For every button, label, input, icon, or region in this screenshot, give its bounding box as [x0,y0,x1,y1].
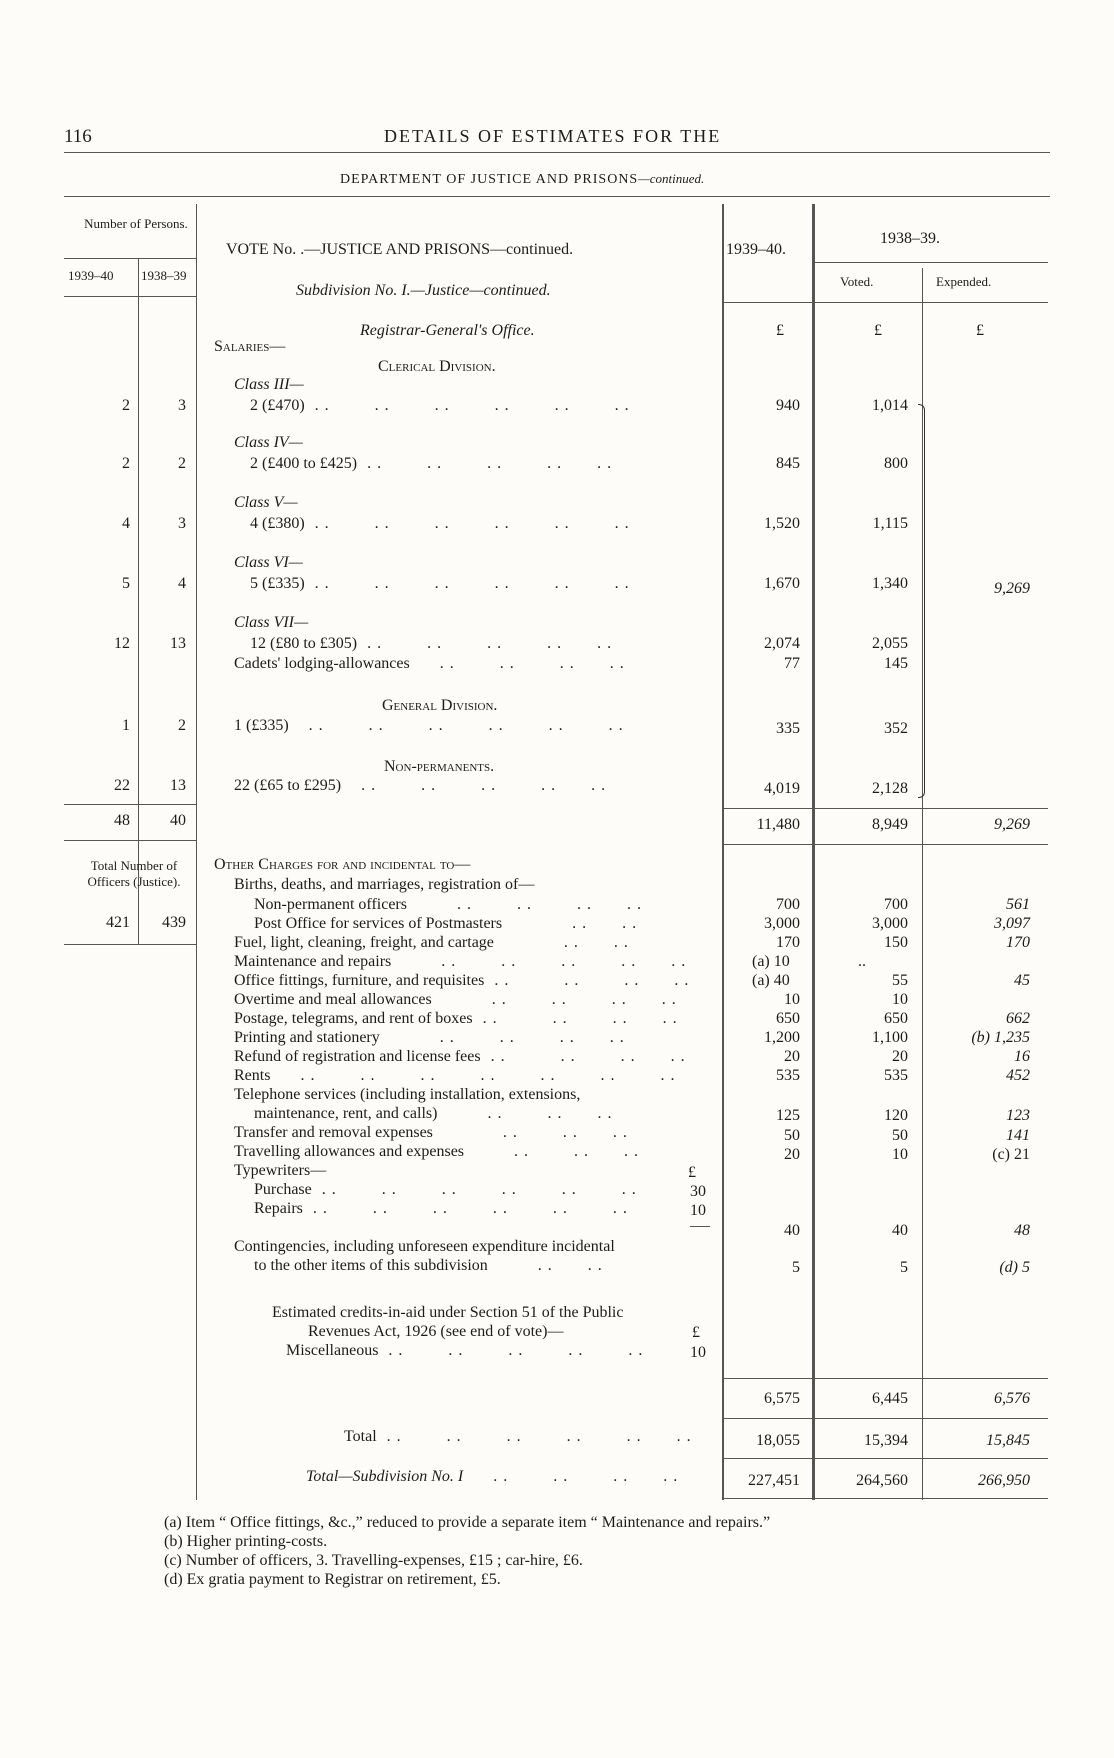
non-permanents-label: Non-permanents. [384,758,495,775]
persons-year-divider [138,258,139,944]
row-label-text: Postage, telegrams, and rent of boxes [234,1010,473,1027]
row-label-text: Travelling allowances and expenses [234,1143,465,1160]
misc-label: Miscellaneous .. .. .. .. .. [286,1342,649,1359]
contingencies-line-2: to the other items of this subdivision .. .. [254,1257,608,1274]
births-label: Births, deaths, and marriages, registration of— [234,876,535,893]
amount-voted: 145 [884,655,908,672]
total-expended: 15,845 [986,1432,1030,1449]
row-label: Rents .. .. .. .. .. .. .. [234,1067,681,1084]
other-charges-label: Other Charges for and incidental to— [214,856,471,873]
row-label: Refund of registration and license fees .. .. .. .. [234,1048,691,1065]
persons-1938: 2 [178,717,186,734]
persons-1938: 3 [178,397,186,414]
amount-expended: (b) 1,235 [971,1029,1030,1046]
amount-expended: 662 [1006,1010,1030,1027]
amount-voted: 50 [892,1127,908,1144]
amount-total-rule-2 [722,844,1048,845]
row-label: 12 (£80 to £305) .. .. .. .. .. [250,635,618,652]
row-label-text: Cadets' lodging-allowances [234,655,410,672]
purchase-amount: 30 [690,1183,706,1200]
amount-expended: 170 [1006,934,1030,951]
amount-voted: 535 [884,1067,908,1084]
page-number: 116 [64,126,92,147]
footnote-c: (c) Number of officers, 3. Travelling-expenses, £15 ; car-hire, £6. [164,1552,583,1569]
class-label: Class III— [234,376,304,393]
amount-1939: (a) 10 [752,953,790,970]
persons-1938: 2 [178,455,186,472]
credits-line-1: Estimated credits-in-aid under Section 51 of the Public [272,1304,624,1321]
amount-head-rule [722,302,1048,303]
row-label: Overtime and meal allowances .. .. .. .. [234,991,682,1008]
amount-voted: 1,014 [872,397,908,414]
row-label-text: Post Office for services of Postmasters [254,915,503,932]
amount-1939: 3,000 [764,915,800,932]
class-label: Class VII— [234,614,309,631]
department-subtitle [340,171,704,188]
row-label: Non-permanent officers .. .. .. .. [254,896,647,913]
credits-currency: £ [692,1324,700,1341]
persons-1939: 5 [122,575,130,592]
row-label-text: Non-permanent officers [254,896,407,913]
row-label-text: 22 (£65 to £295) [234,777,342,794]
amount-voted: 1,100 [872,1029,908,1046]
row-label: 2 (£470) .. .. .. .. .. .. [250,397,635,414]
class-label: Class VI— [234,554,303,571]
persons-1938: 13 [170,777,186,794]
amount-1939: 700 [776,896,800,913]
salaries-brace [918,404,925,798]
total-1939: 18,055 [756,1432,800,1449]
amount-voted: 2,055 [872,635,908,652]
other-total-voted: 6,445 [872,1390,908,1407]
row-label: Travelling allowances and expenses .. .. .. [234,1143,645,1160]
amount-1939: 77 [784,655,800,672]
repairs-amount: 10 [690,1202,706,1219]
row-label-text: Maintenance and repairs [234,953,392,970]
amount-voted: 352 [884,720,908,737]
total-subdivision-voted: 264,560 [856,1472,908,1489]
row-label: 4 (£380) .. .. .. .. .. .. [250,515,635,532]
currency-voted: £ [874,322,882,339]
persons-1938: 13 [170,635,186,652]
persons-1938: 4 [178,575,186,592]
row-label: Printing and stationery .. .. .. .. [234,1029,630,1046]
row-label-text: Office fittings, furniture, and requisites [234,972,485,989]
amount-1939: (a) 40 [752,972,790,989]
other-total-1939: 6,575 [764,1390,800,1407]
amount-1939: 4,019 [764,780,800,797]
amount-1939: 170 [776,934,800,951]
persons-vote-divider [196,204,197,1500]
persons-total-rule [64,804,196,805]
footnote-b: (b) Higher printing-costs. [164,1533,328,1550]
purchase-label: Purchase .. .. .. .. .. .. [254,1181,642,1198]
row-label: Telephone services (including installation, extensions, [234,1086,581,1103]
amount-voted: 3,000 [872,915,908,932]
row-label: Maintenance and repairs .. .. .. .. .. [234,953,692,970]
amount-voted: 10 [892,1146,908,1163]
persons-1939: 1 [122,717,130,734]
typewriters-1939: 40 [784,1222,800,1239]
total-subdivision-1939: 227,451 [748,1472,800,1489]
misc-text: Miscellaneous [286,1342,379,1359]
amount-expended: 123 [1006,1107,1030,1124]
persons-head-rule [64,258,196,259]
amount-1939: 650 [776,1010,800,1027]
clerical-division: Clerical Division. [378,358,496,375]
repairs-label: Repairs .. .. .. .. .. .. [254,1200,633,1217]
amount-expended: 45 [1014,972,1030,989]
col-1939-header: 1939–40. [726,241,786,258]
officers-total-label: Total Number of Officers (Justice). [87,858,181,889]
amount-1939: 535 [776,1067,800,1084]
typewriters-expended: 48 [1014,1222,1030,1239]
row-label-text: 1 (£335) [234,717,289,734]
total-voted: 15,394 [864,1432,908,1449]
total-subdivision-expended: 266,950 [978,1472,1030,1489]
salaries-expended: 9,269 [994,580,1030,597]
amount-expended: 141 [1006,1127,1030,1144]
row-label: 22 (£65 to £295) .. .. .. .. .. [234,777,612,794]
amount-1939: 10 [784,991,800,1008]
row-label: Cadets' lodging-allowances .. .. .. .. [234,655,630,672]
misc-amount: 10 [690,1344,706,1361]
row-label: Fuel, light, cleaning, freight, and cartage .. .. [234,934,634,951]
row-label-cont: maintenance, rent, and calls) .. .. .. [254,1105,618,1122]
persons-1939: 4 [122,515,130,532]
amount-voted: 650 [884,1010,908,1027]
subdivision-title: Subdivision No. I.—Justice—continued. [296,282,551,299]
row-label-text: Fuel, light, cleaning, freight, and cartage [234,934,494,951]
amount-voted: 700 [884,896,908,913]
amount-1939: 125 [776,1107,800,1124]
year-head-rule [812,262,1048,263]
subtitle-rule [64,196,1050,197]
amount-1939: 50 [784,1127,800,1144]
persons-year-1938: 1938–39 [141,268,187,283]
col-1938-header: 1938–39. [880,230,940,247]
amount-1939: 2,074 [764,635,800,652]
amount-voted: 10 [892,991,908,1008]
total-label: Total .. .. .. .. .. .. [344,1428,697,1445]
salary-total-1939: 11,480 [756,816,800,833]
contingencies-1939: 5 [792,1259,800,1276]
row-label-text: Printing and stationery [234,1029,380,1046]
officers-total-rule [64,944,196,945]
officers-total-1938: 439 [162,914,186,931]
amount-1939: 20 [784,1146,800,1163]
typewriters-sum-rule [690,1226,710,1227]
persons-total-1938: 40 [170,812,186,829]
total-subdivision-label: Total—Subdivision No. I .. .. .. .. [306,1468,684,1485]
row-label: Transfer and removal expenses .. .. .. [234,1124,633,1141]
amount-voted: .. [858,953,866,970]
amount-voted: 2,128 [872,780,908,797]
amount-1939: 845 [776,455,800,472]
voted-header: Voted. [840,274,874,289]
amount-expended: 16 [1014,1048,1030,1065]
row-label-text: 5 (£335) [250,575,305,592]
amount-1939: 1,670 [764,575,800,592]
vote-title: VOTE No. .—JUSTICE AND PRISONS—continued. [226,241,574,258]
amount-expended: 3,097 [994,915,1030,932]
salary-total-voted: 8,949 [872,816,908,833]
typewriters-label: Typewriters— [234,1162,327,1179]
total-text: Total [344,1428,377,1445]
page-title: DETAILS OF ESTIMATES FOR THE [384,126,722,146]
contingencies-voted: 5 [900,1259,908,1276]
persons-total-1939: 48 [114,812,130,829]
row-label-text: 4 (£380) [250,515,305,532]
row-label: 1 (£335) .. .. .. .. .. .. [234,717,629,734]
persons-total-rule-2 [64,840,196,841]
amount-voted: 20 [892,1048,908,1065]
purchase-text: Purchase [254,1181,312,1198]
repairs-text: Repairs [254,1200,303,1217]
persons-1939: 2 [122,455,130,472]
currency-expended: £ [976,322,984,339]
salary-total-expended: 9,269 [994,816,1030,833]
row-label-text: 2 (£400 to £425) [250,455,358,472]
amount-expended: (c) 21 [992,1146,1030,1163]
row-label-text: Refund of registration and license fees [234,1048,481,1065]
persons-1938: 3 [178,515,186,532]
other-total-rule-2 [722,1418,1048,1419]
credits-line-2: Revenues Act, 1926 (see end of vote)— [308,1323,564,1340]
row-label: Post Office for services of Postmasters .. .. [254,915,643,932]
amount-1939: 20 [784,1048,800,1065]
row-label-text: Overtime and meal allowances [234,991,432,1008]
contingencies-expended: (d) 5 [999,1259,1030,1276]
persons-title: Number of Persons. [84,216,188,231]
row-label-text: Rents [234,1067,271,1084]
persons-year-1939: 1939–40 [68,268,114,283]
persons-head-rule-2 [64,296,196,297]
contingencies-text: to the other items of this subdivision [254,1257,488,1274]
salaries-label: Salaries— [214,338,286,355]
persons-1939: 22 [114,777,130,794]
expended-header: Expended. [936,274,992,289]
section-title: Registrar-General's Office. [360,322,535,339]
typewriters-currency: £ [688,1164,696,1181]
row-label-text: 12 (£80 to £305) [250,635,358,652]
other-total-expended: 6,576 [994,1390,1030,1407]
amount-voted: 120 [884,1107,908,1124]
row-label-text: maintenance, rent, and calls) [254,1105,438,1122]
header-rule [64,152,1050,153]
general-division: General Division. [382,697,498,714]
row-label-text: 2 (£470) [250,397,305,414]
class-label: Class V— [234,494,298,511]
total-subdivision-text: Total—Subdivision No. I [306,1468,464,1485]
row-label: Postage, telegrams, and rent of boxes .. .. .. .. [234,1010,683,1027]
amount-expended: 561 [1006,896,1030,913]
persons-1939: 12 [114,635,130,652]
footnote-d: (d) Ex gratia payment to Registrar on retirement, £5. [164,1571,501,1588]
amount-1939: 1,520 [764,515,800,532]
amount-voted: 55 [892,972,908,989]
currency-1939: £ [776,322,784,339]
row-label: 5 (£335) .. .. .. .. .. .. [250,575,635,592]
row-label: 2 (£400 to £425) .. .. .. .. .. [250,455,618,472]
amount-voted: 800 [884,455,908,472]
total-subdivision-rule [722,1498,1048,1499]
typewriters-voted: 40 [892,1222,908,1239]
department-name: DEPARTMENT OF JUSTICE AND PRISONS [340,172,639,187]
contingencies-line-1: Contingencies, including unforeseen expenditure incidental [234,1238,615,1255]
officers-total-1939: 421 [106,914,130,931]
amount-1939: 940 [776,397,800,414]
amount-voted: 150 [884,934,908,951]
department-suffix: —continued. [638,171,705,186]
row-label: Office fittings, furniture, and requisites .. .. .. .. [234,972,695,989]
amount-1939: 1,200 [764,1029,800,1046]
amount-expended: 452 [1006,1067,1030,1084]
amount-total-rule [722,808,1048,809]
amount-1939: 335 [776,720,800,737]
amount-voted: 1,340 [872,575,908,592]
row-label-text: Transfer and removal expenses [234,1124,433,1141]
other-total-rule [722,1378,1048,1379]
amount-voted: 1,115 [872,515,908,532]
persons-1939: 2 [122,397,130,414]
footnote-a: (a) Item “ Office fittings, &c.,” reduced to provide a separate item “ Maintenance and repairs.” [164,1514,771,1531]
total-rule [722,1458,1048,1459]
class-label: Class IV— [234,434,303,451]
